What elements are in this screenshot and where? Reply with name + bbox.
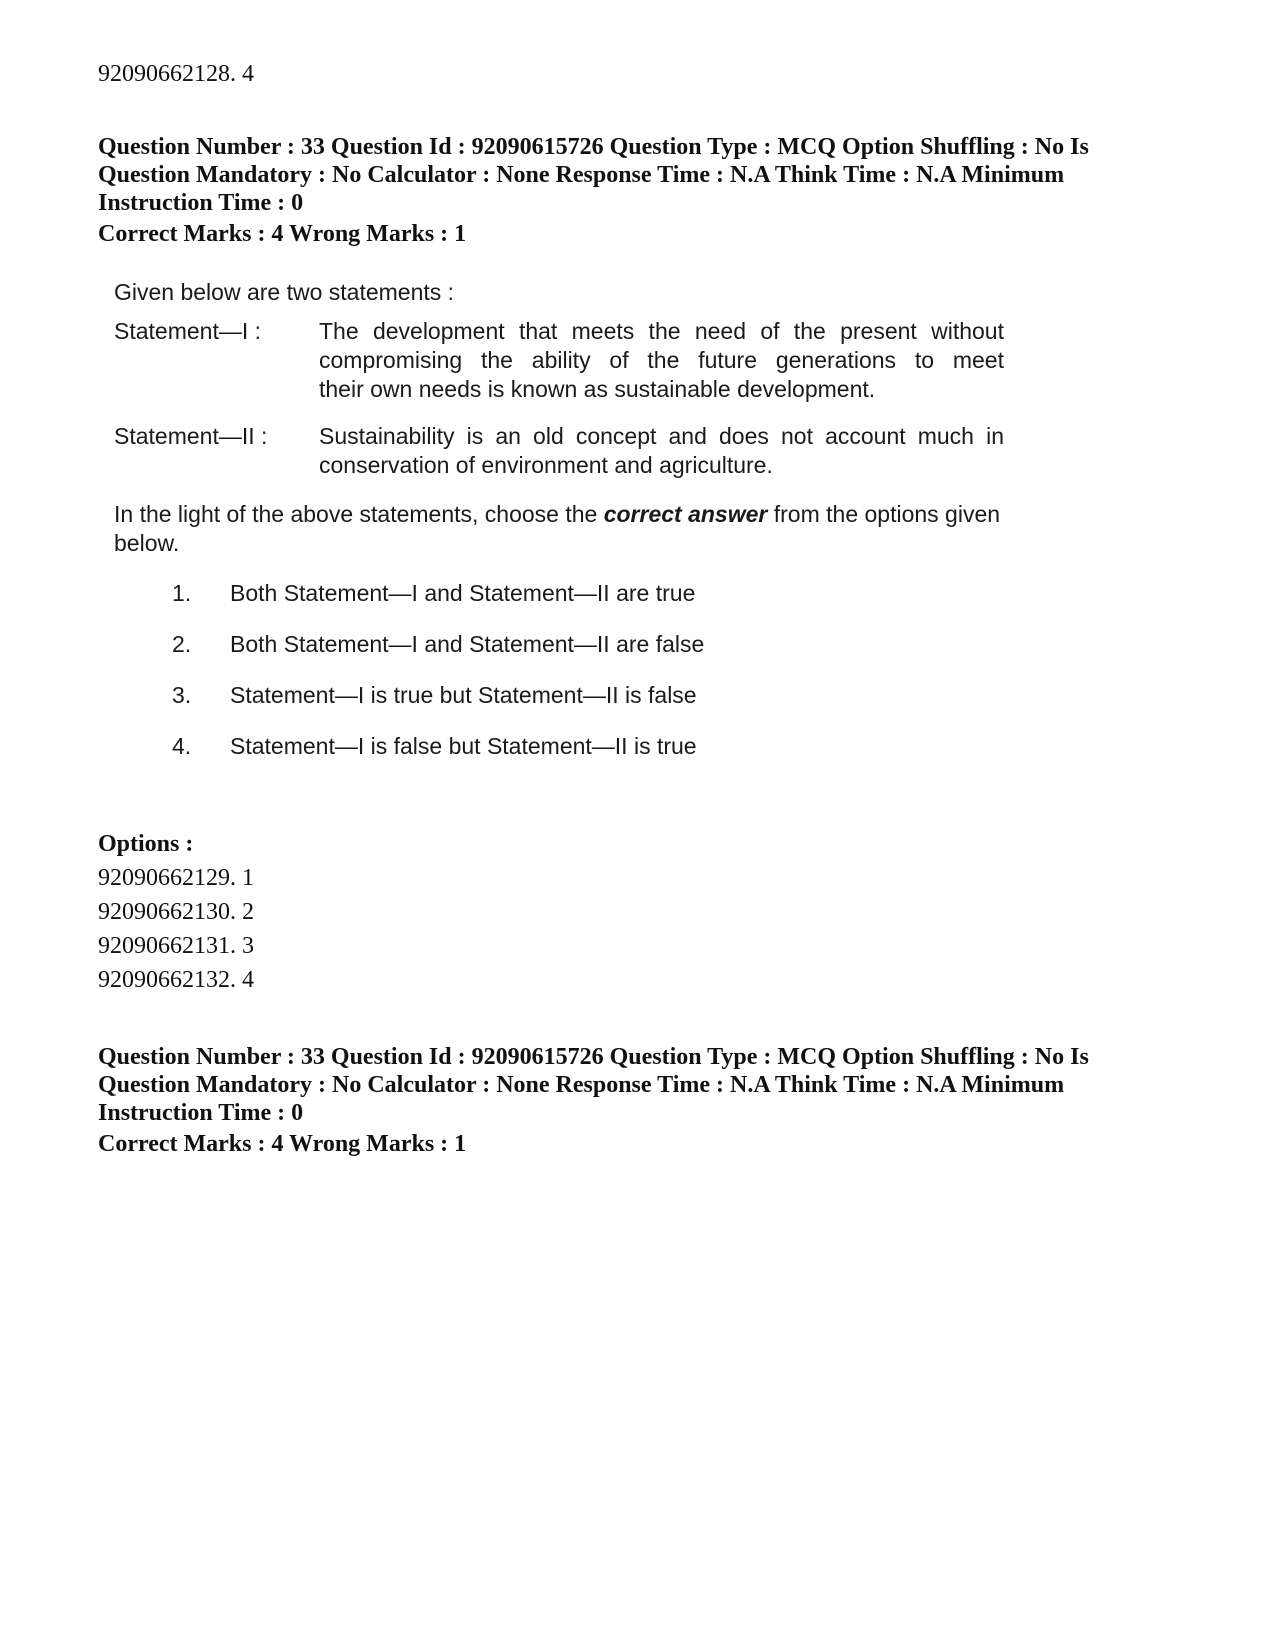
marks-line: Correct Marks : 4 Wrong Marks : 1 [98,221,467,247]
option-item: 92090662130. 2 [98,899,254,925]
statement-2-line: conservation of environment and agriculture. [319,452,773,478]
statement-2-label: Statement—II : [114,423,268,449]
choice-text: Statement—I is true but Statement—II is false [230,682,697,708]
choice-number: 3. [172,682,192,708]
choice-number: 1. [172,580,192,606]
option-item: 92090662129. 1 [98,865,254,891]
statement-1-text [319,317,1004,404]
statement-1-line: compromising the ability of the future generations to meet [319,347,1004,373]
previous-option-line: 92090662128. 4 [98,61,254,87]
option-item: 92090662132. 4 [98,967,254,993]
metadata-line: Question Number : 33 Question Id : 92090615726 Question Type : MCQ Option Shuffling : No Is [98,1044,1089,1070]
instruction-text: from the options given below. [114,501,1001,556]
question-metadata [98,1043,1178,1127]
statement-2-line: Sustainability is an old concept and does not account much in [319,423,1004,449]
statement-2-text [319,422,1004,480]
marks-line: Correct Marks : 4 Wrong Marks : 1 [98,1131,467,1157]
question-content [98,268,1018,808]
choice-text: Both Statement—I and Statement—II are false [230,631,705,657]
question-instruction [114,500,1004,558]
choice-text: Statement—I is false but Statement—II is true [230,733,697,759]
metadata-line: Instruction Time : 0 [98,190,304,216]
statement-1-label: Statement—I : [114,318,262,344]
choice-text: Both Statement—I and Statement—II are true [230,580,696,606]
options-heading: Options : [98,831,194,857]
question-metadata [98,133,1178,217]
instruction-text: In the light of the above statements, choose the [114,501,604,527]
metadata-line: Instruction Time : 0 [98,1100,304,1126]
choice-number: 2. [172,631,192,657]
metadata-line: Question Mandatory : No Calculator : None Response Time : N.A Think Time : N.A Minimum [98,162,1065,188]
instruction-emphasis: correct answer [603,501,768,527]
metadata-line: Question Number : 33 Question Id : 92090615726 Question Type : MCQ Option Shuffling : No Is [98,134,1089,160]
statement-1-line: The development that meets the need of the present without [319,318,1004,344]
choice-number: 4. [172,733,192,759]
statement-1-line: their own needs is known as sustainable development. [319,376,876,402]
metadata-line: Question Mandatory : No Calculator : None Response Time : N.A Think Time : N.A Minimum [98,1072,1065,1098]
option-item: 92090662131. 3 [98,933,254,959]
question-intro: Given below are two statements : [114,279,455,305]
